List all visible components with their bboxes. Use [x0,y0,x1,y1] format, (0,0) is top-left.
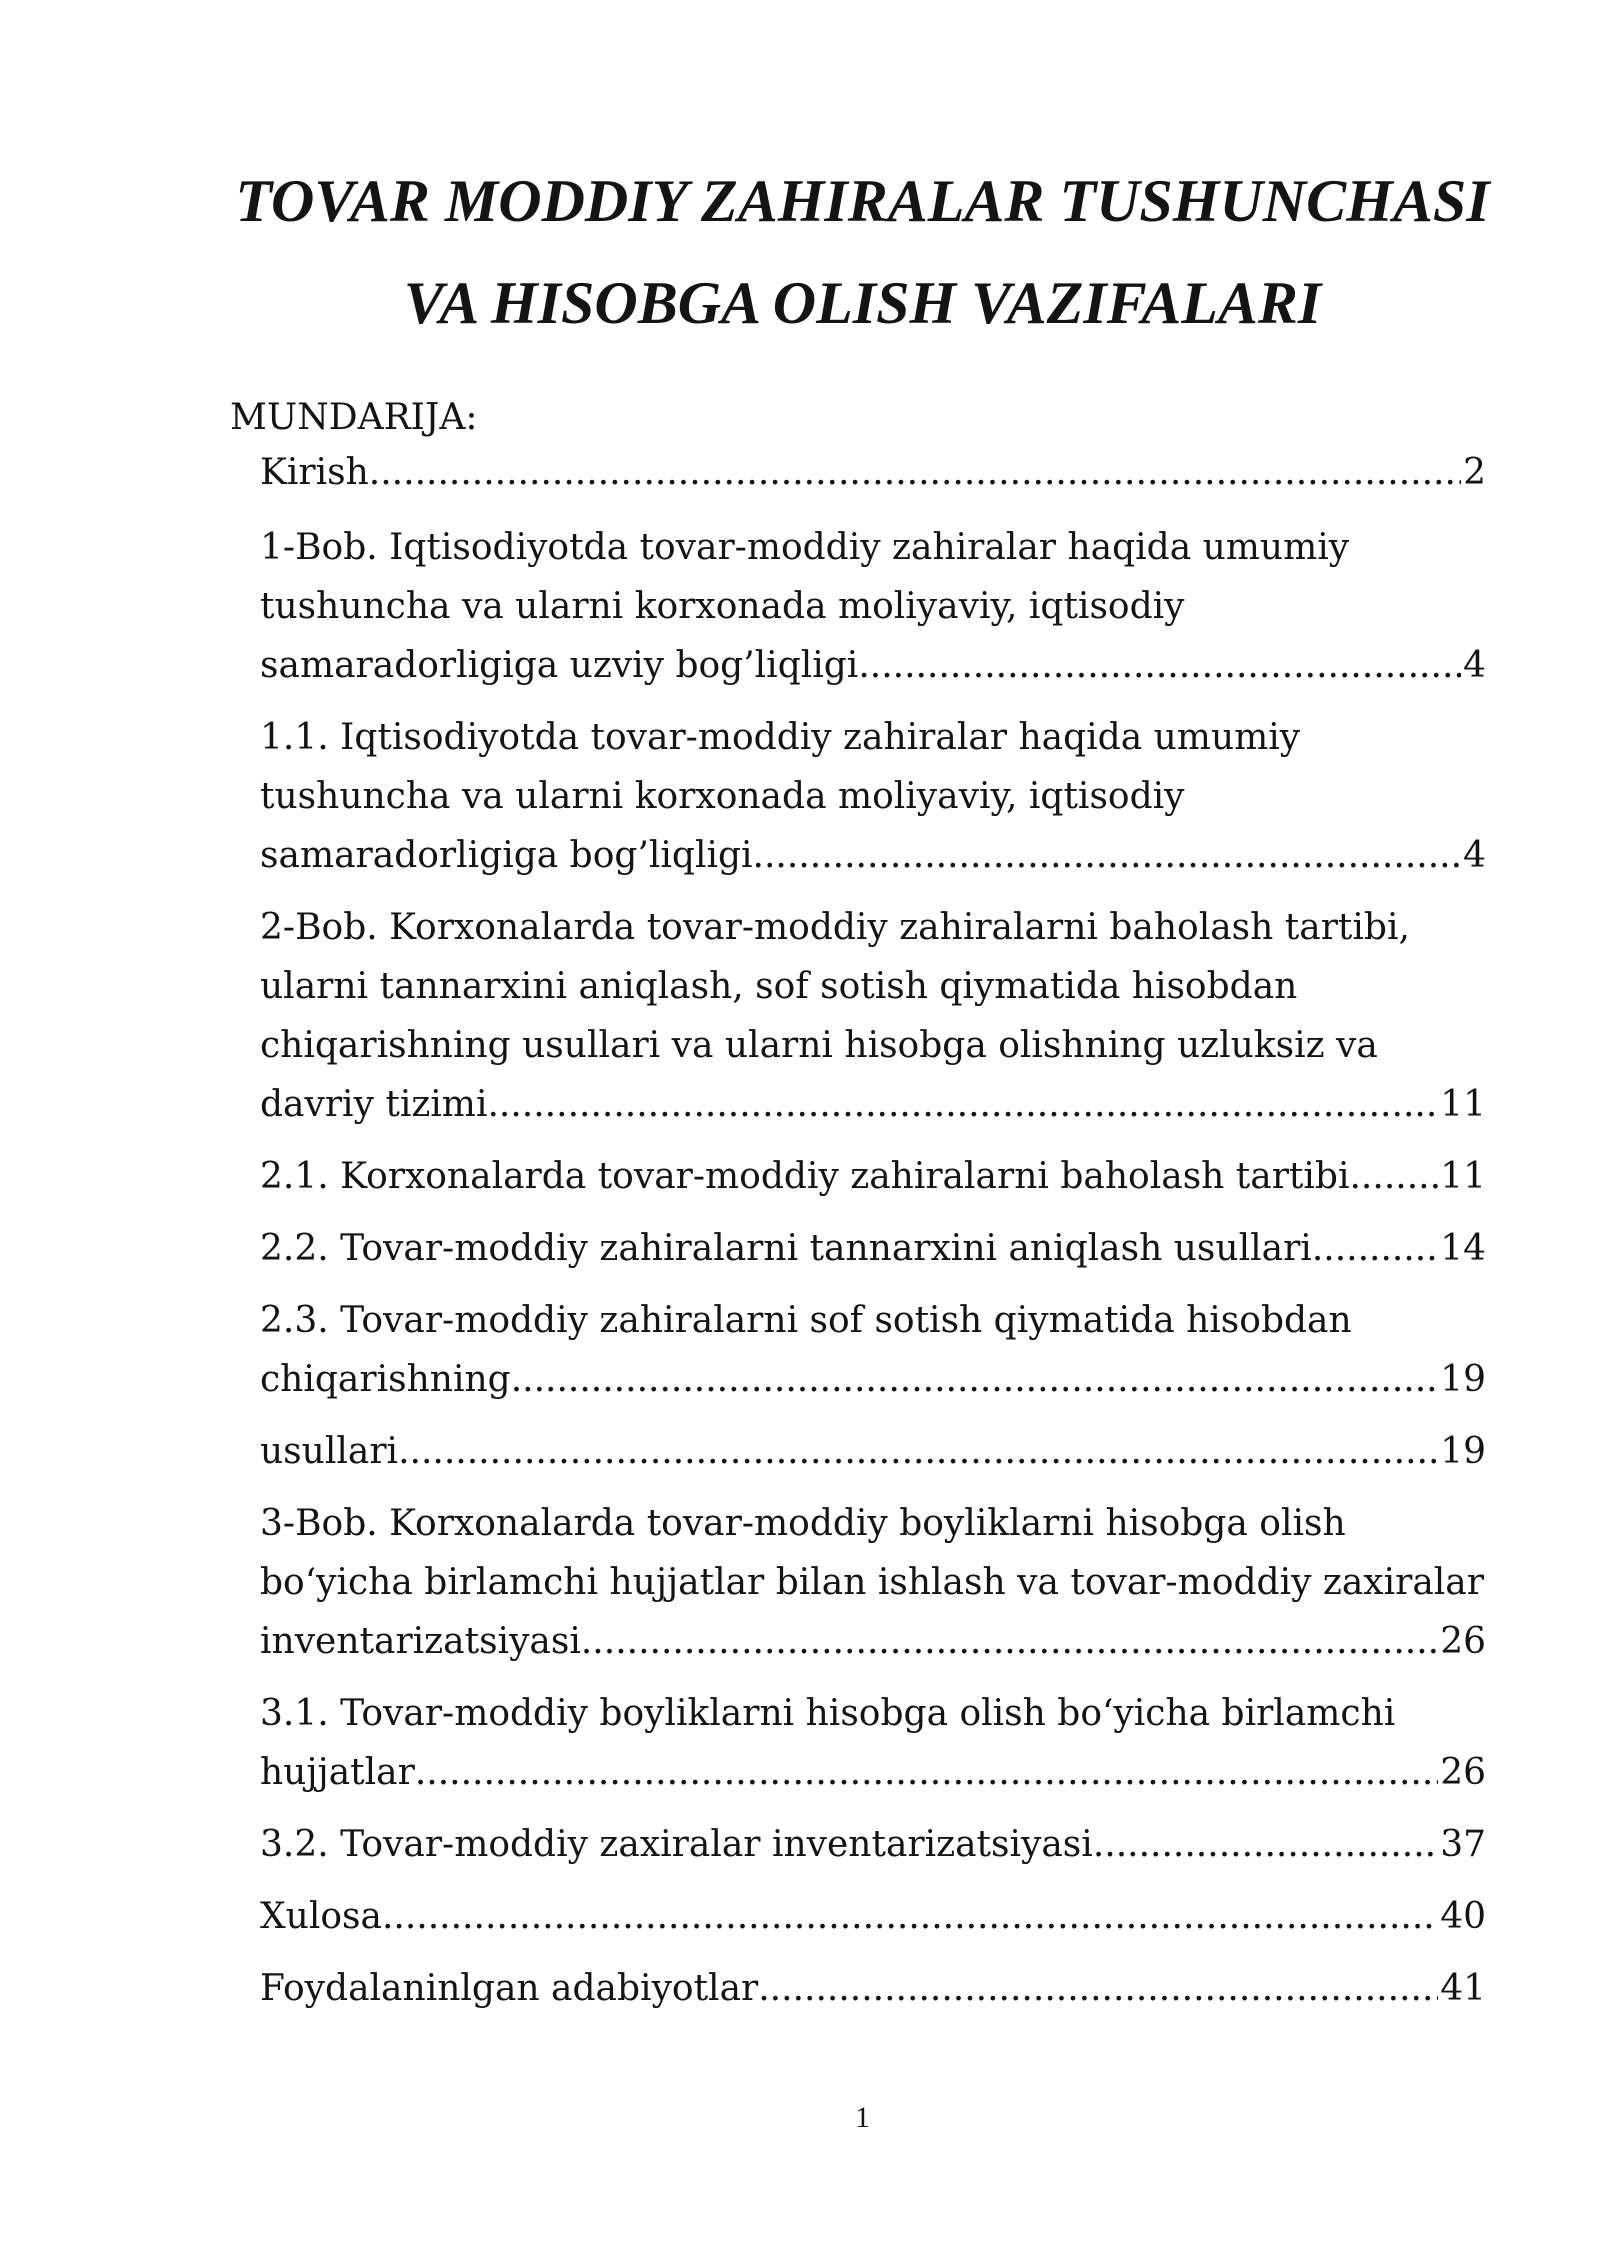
toc-entry-line: 2-Bob. Korxonalarda tovar-moddiy zahiralarni baholash tartibi, [260,907,1410,948]
toc-dot-leader [1093,1815,1438,1874]
toc-entry-page: 2 [1463,452,1486,493]
toc-entry [260,1887,1486,1946]
toc-entry-page: 40 [1440,1896,1486,1937]
toc-dot-leader [1312,1219,1438,1278]
toc-entry-line: 1-Bob. Iqtisodiyotda tovar-moddiy zahiralar haqida umumiy [260,527,1350,568]
toc-entry-title: samaradorligiga uzviy bog’liqligi [260,645,859,686]
toc-dot-leader [369,448,1461,498]
toc-dot-leader [753,826,1462,885]
toc-dot-leader [398,1422,1438,1481]
toc-entry-title: 3.2. Tovar-moddiy zaxiralar inventarizatsiyasi [260,1824,1093,1865]
toc-entry-page: 26 [1440,1752,1486,1793]
toc-entry-line: 1.1. Iqtisodiyotda tovar-moddiy zahiralar haqida umumiy [260,717,1301,758]
toc-entry-page: 4 [1463,645,1486,686]
toc-entry-line: tushuncha va ularni korxonada moliyaviy, iqtisodiy [260,586,1185,627]
toc-entry-title: samaradorligiga bog’liqligi [260,835,753,876]
toc-entry [260,1959,1486,2018]
toc-entry-page: 19 [1440,1359,1486,1400]
toc-entry-last-line [260,1422,1486,1481]
toc-entry [260,1422,1486,1481]
toc-entry-last-line [260,1959,1486,2018]
page-number: 1 [855,2101,870,2134]
toc-entry [260,1291,1486,1409]
document-title [0,150,1600,354]
toc-entry-title: chiqarishning [260,1359,511,1400]
toc-entry-last-line [260,1887,1486,1946]
toc-entry [260,518,1486,695]
toc-dot-leader [1349,1147,1438,1206]
toc-entry [260,1147,1486,1206]
table-of-contents [260,448,1486,2031]
toc-entry-last-line [260,1075,1486,1134]
toc-entry-page: 11 [1440,1156,1486,1197]
toc-entry-line: 3.1. Tovar-moddiy boyliklarni hisobga olish bo‘yicha birlamchi [260,1693,1396,1734]
toc-dot-leader [382,1887,1438,1946]
toc-entry-title: Xulosa [260,1896,382,1937]
toc-entry-page: 41 [1440,1968,1486,2009]
toc-dot-leader [581,1612,1438,1671]
toc-entry-page: 11 [1440,1084,1486,1125]
toc-entry-last-line [260,826,1486,885]
toc-entry-line: 2.3. Tovar-moddiy zahiralarni sof sotish qiymatida hisobdan [260,1300,1352,1341]
toc-entry-last-line [260,1743,1486,1802]
toc-entry-last-line [260,1219,1486,1278]
toc-entry-line: ularni tannarxini aniqlash, sof sotish qiymatida hisobdan [260,966,1298,1007]
toc-heading: MUNDARIJA: [230,397,478,438]
toc-entry-page: 19 [1440,1431,1486,1472]
toc-entry [260,1219,1486,1278]
toc-entry-title: Foydalaninlgan adabiyotlar [260,1968,759,2009]
toc-entry-title: davriy tizimi [260,1084,488,1125]
toc-entry-last-line [260,1147,1486,1206]
toc-entry-line: bo‘yicha birlamchi hujjatlar bilan ishlash va tovar-moddiy zaxiralar [260,1562,1484,1603]
toc-entry-last-line [260,1815,1486,1874]
toc-entry [260,898,1486,1134]
toc-entry-page: 26 [1440,1621,1486,1662]
toc-entry-page: 14 [1440,1228,1486,1269]
toc-entry-last-line [260,448,1486,498]
title-line-2: VA HISOBGA OLISH VAZIFALARI [403,270,1322,336]
toc-entry-line: chiqarishning usullari va ularni hisobga olishning uzluksiz va [260,1025,1378,1066]
toc-entry [260,1684,1486,1802]
toc-entry-title: usullari [260,1431,399,1472]
toc-entry-line: tushuncha va ularni korxonada moliyaviy, iqtisodiy [260,776,1185,817]
toc-entry [260,448,1486,498]
toc-entry [260,708,1486,885]
toc-entry-title: Kirish [260,452,369,493]
toc-entry [260,1815,1486,1874]
toc-entry-title: 2.1. Korxonalarda tovar-moddiy zahiralarni baholash tartibi [260,1156,1350,1197]
toc-dot-leader [511,1350,1439,1409]
toc-entry-title: 2.2. Tovar-moddiy zahiralarni tannarxini aniqlash usullari [260,1228,1312,1269]
toc-entry-line: 3-Bob. Korxonalarda tovar-moddiy boyliklarni hisobga olish [260,1503,1346,1544]
toc-entry-title: hujjatlar [260,1752,415,1793]
toc-entry [260,1494,1486,1671]
toc-entry-last-line [260,1350,1486,1409]
toc-dot-leader [758,1959,1438,2018]
toc-entry-last-line [260,636,1486,695]
toc-entry-title: inventarizatsiyasi [260,1621,581,1662]
toc-dot-leader [487,1075,1438,1134]
toc-dot-leader [415,1743,1438,1802]
toc-entry-last-line [260,1612,1486,1671]
title-line-1: TOVAR MODDIY ZAHIRALAR TUSHUNCHASI [235,168,1490,234]
toc-dot-leader [858,636,1461,695]
toc-entry-page: 37 [1440,1824,1486,1865]
toc-entry-page: 4 [1463,835,1486,876]
